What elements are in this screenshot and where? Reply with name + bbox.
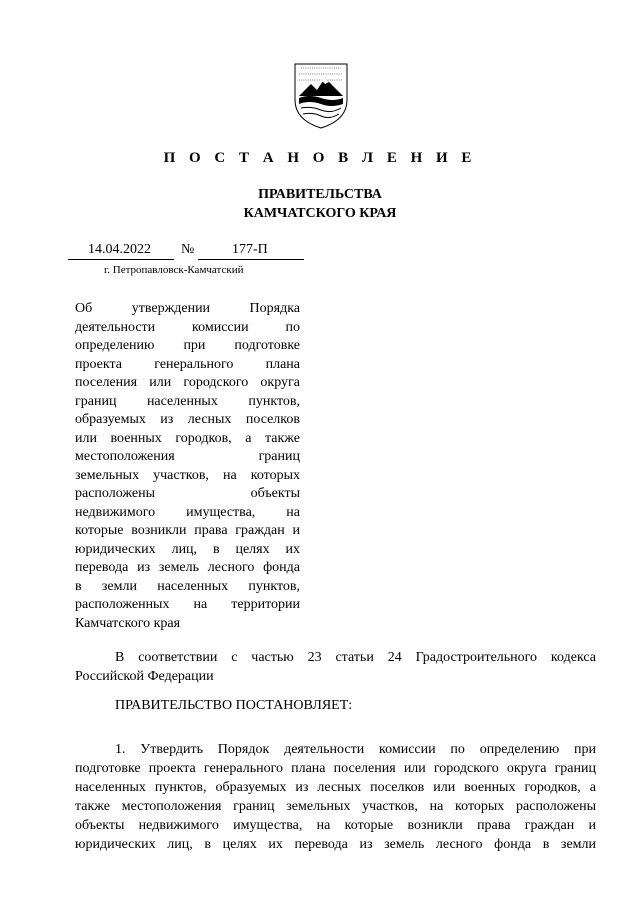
- subject-line: поселения или городского округа: [75, 375, 300, 390]
- item-1-paragraph: [75, 740, 596, 854]
- subject-line: перевода из земель лесного фонда: [75, 560, 300, 575]
- subject-line: Камчатского края: [75, 615, 181, 631]
- city-name: г. Петропавловск-Камчатский: [104, 264, 244, 276]
- document-type-title: П О С Т А Н О В Л Е Н И Е: [163, 150, 477, 166]
- subject-line: проекта генерального плана: [75, 356, 300, 372]
- subject-line: недвижимого имущества, на: [75, 504, 300, 520]
- subject-line: границ населенных пунктов,: [75, 393, 300, 409]
- item-1-line: объекты недвижимого имущества, на которые возникли права граждан и: [75, 818, 596, 833]
- preamble-line: Российской Федерации: [75, 669, 214, 684]
- subject-line: расположены объекты: [75, 486, 300, 501]
- document-date: 14.04.2022: [88, 242, 151, 257]
- subject-block: [75, 300, 300, 633]
- number-underline: [198, 259, 304, 260]
- subject-line: земельных участков, на которых: [75, 467, 300, 483]
- item-1-line: также местоположения границ земельных участков, на которых расположены: [75, 799, 596, 814]
- issuer-line-2: КАМЧАТСКОГО КРАЯ: [243, 206, 397, 221]
- item-1-line: населенных пунктов, образуемых из лесных поселков или военных городков, а: [75, 780, 596, 795]
- subject-line: юридических лиц, в целях их: [75, 541, 300, 557]
- issuer-line-1: ПРАВИТЕЛЬСТВА: [258, 187, 382, 202]
- preamble-line: В соответствии с частью 23 статьи 24 Градостроительного кодекса: [115, 650, 596, 665]
- kamchatka-emblem-icon: [291, 60, 351, 130]
- subject-line: деятельности комиссии по: [75, 319, 300, 335]
- date-underline: [68, 259, 174, 260]
- subject-line: образуемых из лесных поселков: [75, 412, 300, 427]
- number-sign: №: [181, 242, 195, 257]
- resolves-text: ПРАВИТЕЛЬСТВО ПОСТАНОВЛЯЕТ:: [115, 698, 353, 713]
- resolves-heading: [115, 696, 636, 715]
- item-1-line: подготовке проекта генерального плана поселения или городского округа границ: [75, 761, 596, 776]
- subject-line: в земли населенных пунктов,: [75, 578, 300, 594]
- subject-line: определению при подготовке: [75, 338, 300, 353]
- subject-line: которые возникли права граждан и: [75, 523, 300, 538]
- item-1-line: 1. Утвердить Порядок деятельности комиссии по определению при: [115, 742, 596, 757]
- item-1-line: юридических лиц, в целях их перевода из земель лесного фонда в земли: [75, 837, 596, 852]
- preamble-paragraph: [75, 648, 596, 686]
- subject-line: или военных городков, а также: [75, 430, 300, 446]
- subject-line: Об утверждении Порядка: [75, 301, 300, 316]
- subject-line: расположенных на территории: [75, 597, 300, 612]
- subject-line: местоположения границ: [75, 449, 300, 464]
- document-number: 177-П: [232, 242, 268, 257]
